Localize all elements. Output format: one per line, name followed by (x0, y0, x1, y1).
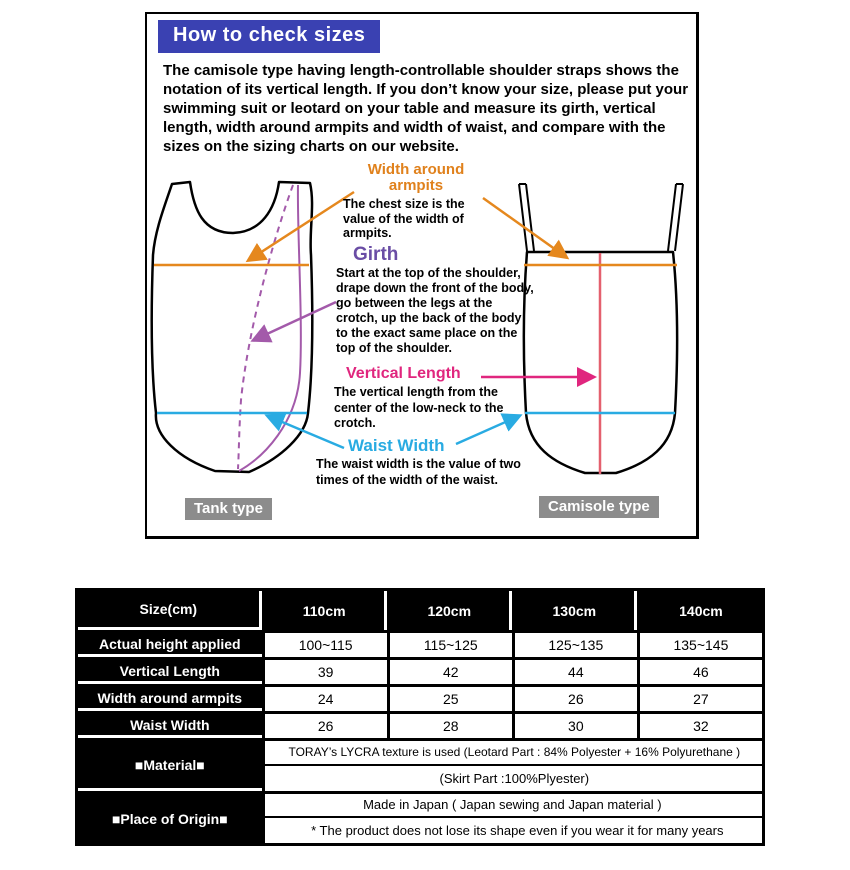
waist-width-heading: Waist Width (348, 436, 445, 455)
measurement-diagram (147, 160, 696, 534)
cell-value: 26 (515, 687, 637, 711)
cell-value: 115~125 (390, 633, 512, 657)
cell-value: 27 (640, 687, 762, 711)
armpits-description: The chest size is the value of the width of armpits. (343, 197, 465, 240)
row-label-waist: Waist Width (78, 714, 262, 738)
table-row (78, 687, 762, 711)
cell-value: 100~115 (265, 633, 387, 657)
table-row (78, 660, 762, 684)
armpits-arrow-right (483, 198, 566, 257)
table-header-row (78, 591, 762, 630)
material-line1: TORAY’s LYCRA texture is used (Leotard Part : 84% Polyester + 16% Polyurethane ) (265, 741, 762, 766)
origin-line2: * The product does not lose its shape even if you wear it for many years (311, 823, 724, 838)
header-110cm: 110cm (265, 591, 387, 630)
row-label-armpits: Width around armpits (78, 687, 262, 711)
cell-value: 30 (515, 714, 637, 738)
row-label-material: ■Material■ (78, 741, 262, 791)
camisole-type-label: Camisole type (539, 496, 659, 518)
size-chart-table (75, 588, 765, 846)
header-size: Size(cm) (78, 591, 262, 630)
camisole-right-strap (668, 184, 683, 251)
girth-heading: Girth (353, 244, 399, 265)
cell-value: 44 (515, 660, 637, 684)
camisole-left-strap (519, 184, 534, 251)
waist-width-description: The waist width is the value of two times of the width of the waist. (316, 457, 521, 487)
panel-title: How to check sizes (158, 20, 380, 53)
cell-value: 24 (265, 687, 387, 711)
header-140cm: 140cm (640, 591, 762, 630)
intro-text: The camisole type having length-controllable shoulder straps shows the notation of its vertical length. If you don’t know your size, please put your swimming suit or leotard on your table and measure its girth, vertical length, width around armpits and width of waist, and compare with the sizes on the sizing charts on our website. (163, 62, 689, 155)
cell-value: 28 (390, 714, 512, 738)
tank-type-label: Tank type (185, 498, 272, 520)
girth-description: Start at the top of the shoulder, drape down the front of the body, go between the legs at the crotch, up the back of the body to the exact same place on the top of the shoulder. (336, 266, 534, 355)
material-cell (265, 741, 762, 791)
origin-row (78, 794, 762, 843)
how-to-check-sizes-panel (145, 12, 699, 539)
armpits-heading: Width around armpits (367, 161, 465, 194)
row-label-origin: ■Place of Origin■ (78, 794, 262, 843)
header-130cm: 130cm (515, 591, 637, 630)
cell-value: 25 (390, 687, 512, 711)
origin-cell (265, 794, 762, 843)
origin-line1: Made in Japan ( Japan sewing and Japan material ) (265, 794, 762, 818)
cell-value: 42 (390, 660, 512, 684)
vertical-length-description: The vertical length from the center of the low-neck to the crotch. (334, 385, 504, 430)
table-row (78, 714, 762, 738)
cell-value: 135~145 (640, 633, 762, 657)
cell-value: 26 (265, 714, 387, 738)
cell-value: 39 (265, 660, 387, 684)
material-row (78, 741, 762, 791)
material-line2: (Skirt Part :100%Plyester) (439, 771, 590, 786)
row-label-height: Actual height applied (78, 633, 262, 657)
cell-value: 125~135 (515, 633, 637, 657)
row-label-vertical-length: Vertical Length (78, 660, 262, 684)
cell-value: 32 (640, 714, 762, 738)
tank-leotard-outline (152, 182, 312, 472)
header-120cm: 120cm (390, 591, 512, 630)
vertical-length-heading: Vertical Length (346, 365, 461, 382)
cell-value: 46 (640, 660, 762, 684)
table-row (78, 633, 762, 657)
